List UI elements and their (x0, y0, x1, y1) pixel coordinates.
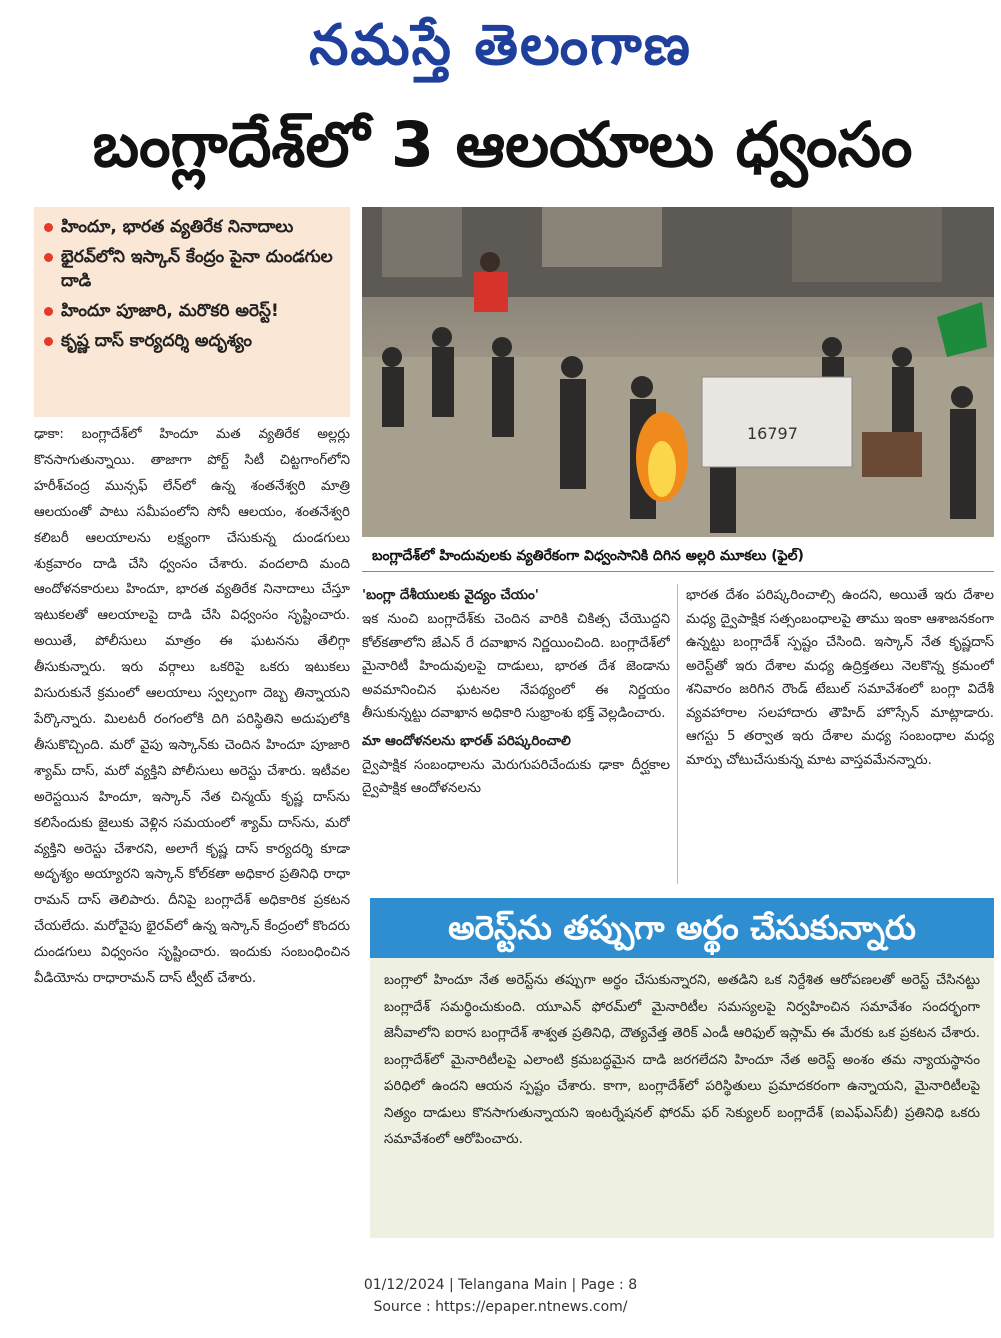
photo-caption: బంగ్లాదేశ్‌లో హిందువులకు వ్యతిరేకంగా విధ్వంసానికి దిగిన అల్లరి మూకలు (ఫైల్) (362, 540, 994, 572)
bullet-dot-icon (44, 337, 53, 346)
highlight-text: హిందూ, భారత వ్యతిరేక నినాదాలు (61, 217, 294, 237)
highlight-item (44, 245, 340, 293)
highlight-item (44, 215, 340, 239)
crowd-illustration (362, 207, 994, 537)
bullet-dot-icon (44, 223, 53, 232)
article-right-column (686, 584, 994, 884)
article-middle-column (362, 584, 670, 884)
box-body: బంగ్లాలో హిందూ నేత అరెస్ట్‌ను తప్పుగా అర్థం చేసుకున్నారని, అతడిని ఒక నిర్దేశిత ఆరోపణలతో అరెస్ట్ చేసినట్టు బంగ్లాదేశ్ సమర్థించుకుంది. యూఎన్ ఫోరమ్‌లో మైనారిటీల సమస్యలపై నిర్వహించిన సమావేశం సందర్భంగా జెనీవాలోని ఐరాస బంగ్లాదేశ్ శాశ్వత ప్రతినిధి, దౌత్యవేత్త తెరిక్ ఎండీ ఆరిఫుల్ ఇస్లామ్ ఈ మేరకు ఒక ప్రకటన చేశారు. బంగ్లాదేశ్‌లో మైనారిటీలపై ఎలాంటి క్రమబద్ధమైన దాడి జరగలేదని హిందూ నేత అరెస్ట్ అంశం తమ న్యాయస్థానం పరిధిలో ఉందని ఆయన స్పష్టం చేశారు. కాగా, బంగ్లాదేశ్‌లో పరిస్థితులు ప్రమాదకరంగా ఉన్నాయని, మైనారిటీలపై నిత్యం దాడులు కొనసాగుతున్నాయని ఇంటర్నేషనల్ ఫోరమ్ ఫర్ సెక్యులర్ బంగ్లాదేశ్ (ఐఎఫ్‌ఎస్‌బీ) ప్రతినిధి ఒకరు సమావేశంలో ఆరోపించారు. (370, 958, 994, 1238)
highlight-text: భైరవ్‌లోని ఇస్కాన్ కేంద్రం పైనా దుండగుల దాడి (61, 247, 333, 291)
paragraph-2: ద్వైపాక్షిక సంబంధాలను మెరుగుపరిచేందుకు ఢాకా దీర్ఘకాల ద్వైపాక్షిక ఆందోళనలను (362, 757, 670, 796)
footer-date-line: 01/12/2024 | Telangana Main | Page : 8 (363, 1277, 638, 1293)
box-title: అరెస్ట్‌ను తప్పుగా అర్థం చేసుకున్నారు (370, 898, 994, 958)
paragraph-right: భారత దేశం పరిష్కరించాల్సి ఉందని, అయితే ఇరు దేశాల మధ్య ద్వైపాక్షిక సత్సంబంధాలపై తాము ఇంకా ఆశాజనకంగా ఉన్నట్టు బంగ్లాదేశ్ స్పష్టం చేసింది. ఇస్కాన్ నేత కృష్ణదాస్ అరెస్ట్‌తో ఇరు దేశాల మధ్య ఉద్రిక్తతలు నెలకొన్న క్రమంలో శనివారం జరిగిన రౌండ్ టేబుల్ సమావేశంలో బంగ్లా విదేశీ వ్యవహారాల సలహాదారు తౌహిద్ హొస్సేన్ మాట్లాడారు. ఆగస్టు 5 తర్వాత ఇరు దేశాల మధ్య సంబంధాల మధ్య మార్పు చోటుచేసుకున్న మాట వాస్తవమేనన్నారు. (686, 588, 994, 768)
headline: బంగ్లాదేశ్‌లో 3 ఆలయాలు ధ్వంసం (92, 108, 913, 181)
highlight-item (44, 299, 340, 323)
highlight-item (44, 329, 340, 353)
highlight-text: హిందూ పూజారి, మరొకరి అరెస్ట్! (61, 301, 279, 321)
masthead (0, 6, 1001, 86)
subheading-2: మా ఆందోళనలను భారత్ పరిష్కరించాలి (362, 733, 571, 749)
subheading-1: 'బంగ్లా దేశీయులకు వైద్యం చేయం' (362, 588, 539, 603)
bullet-dot-icon (44, 307, 53, 316)
footer-source-line: Source : https://epaper.ntnews.com/ (373, 1299, 628, 1315)
news-photo (362, 207, 994, 537)
paragraph-1: ఇక నుంచి బంగ్లాదేశ్‌కు చెందిన వారికి చికిత్స చేయొద్దని కోల్‌కతాలోని జేఎన్ రే దవాఖాన నిర్ణయించింది. బంగ్లాదేశ్‌లో మైనారిటీ హిందువులపై దాడులు, భారత దేశ జెండాను అవమానించిన ఘటనల నేపథ్యంలో ఈ నిర్ణయం తీసుకున్నట్టు దవాఖాన అధికారి సుభ్రాంశు భక్త్ వెల్లడించారు. (362, 612, 670, 721)
bullet-dot-icon (44, 253, 53, 262)
footer (0, 1274, 1001, 1318)
box-label: 16797 (747, 424, 798, 443)
article-left-column: ఢాకా: బంగ్లాదేశ్‌లో హిందూ మత వ్యతిరేక అల్లర్లు కొనసాగుతున్నాయి. తాజాగా పోర్ట్ సిటీ చిట్టగాంగ్‌లోని హరీశ్‌చంద్ర మున్సఫ్ లేన్‌లో ఉన్న శంతనేశ్వరి మాత్రి ఆలయంతో పాటు సమీపంలోని సోనీ ఆలయం, శంతనేశ్వరి కలిబరీ ఆలయాలను లక్ష్యంగా చేసుకున్న దుండగులు శుక్రవారం దాడి చేసి ధ్వంసం చేశారు. వందలాది మంది ఆందోళనకారులు హిందూ, భారత వ్యతిరేక నినాదాలు చేస్తూ ఇటుకలతో ఆలయాలపై దాడి చేసి విధ్వంసం సృష్టించారు. అయితే, పోలీసులు మాత్రం ఈ ఘటనను తేలిగ్గా తీసుకున్నారు. ఇరు వర్గాలు ఒకరిపై ఒకరు ఇటుకలు విసురుకునే క్రమంలో ఆలయాలు స్వల్పంగా దెబ్బ తిన్నాయని పేర్కొన్నారు. మిలటరీ రంగంలోకి దిగి పరిస్థితిని అదుపులోకి తీసుకొచ్చింది. మరో వైపు ఇస్కాన్‌కు చెందిన హిందూ పూజారి శ్యామ్ దాస్, మరో వ్యక్తిని పోలీసులు అరెస్టు చేశారు. ఇటీవల అరెస్టయిన హిందూ, ఇస్కాన్ నేత చిన్మయ్ కృష్ణ దాస్‌ను కలిసేందుకు జైలుకు వెళ్లిన సమయంలో శ్యామ్ దాస్‌ను, మరో వ్యక్తిని అరెస్టు చేశారని, అలాగే కృష్ణ దాస్ కార్యదర్శి కూడా అదృశ్యం అయ్యారని ఇస్కాన్ కోల్‌కతా అధికార ప్రతినిధి రాధా రామన్ దాస్ తెలిపారు. దీనిపై బంగ్లాదేశ్ అధికారిక ప్రకటన చేయలేదు. మరోవైపు భైరవ్‌లో ఉన్న ఇస్కాన్ కేంద్రంలో కొందరు దుండగులు విధ్వంసం సృష్టించారు. ఇందుకు సంబంధించిన వీడియోను రాధారామన్ దాస్ ట్వీట్ చేశారు. (34, 427, 350, 987)
column-divider (677, 584, 678, 884)
highlights-box (34, 207, 350, 417)
masthead-title: నమస్తే తెలంగాణ (309, 13, 692, 78)
highlight-text: కృష్ణ దాస్ కార్యదర్శి అదృశ్యం (61, 331, 253, 351)
